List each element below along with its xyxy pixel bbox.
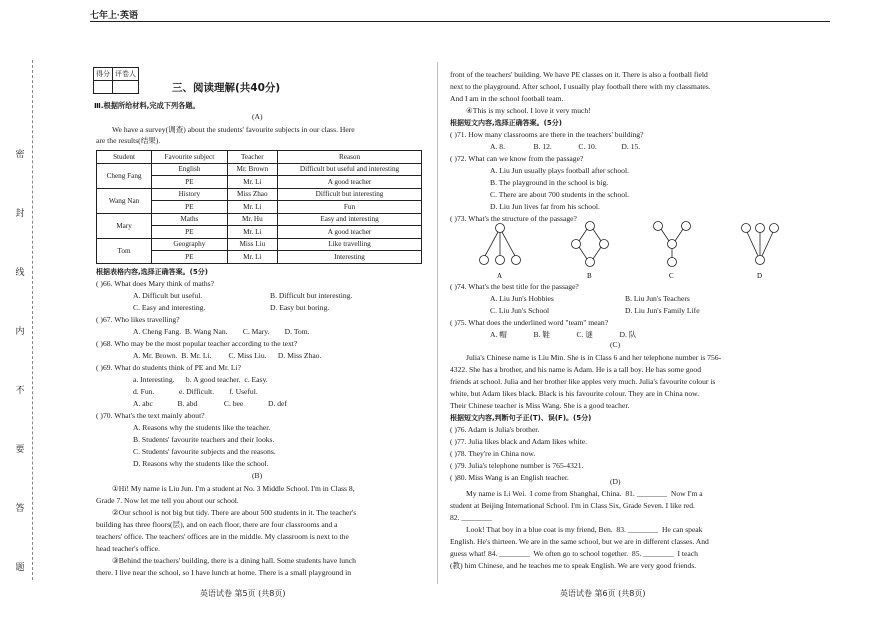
- passage-line: 82. ________: [450, 513, 492, 522]
- passage-a-intro: are the results(结果).: [96, 136, 161, 145]
- passage-line: there. I live near the school, so I have lunch at home. There is a small playground in: [96, 568, 352, 577]
- table-row: [97, 163, 422, 176]
- question-68: ( )68. Who may be the most popular teacher according to the text?: [96, 339, 298, 348]
- passage-line: friends at school. Julia and her brother like apples very much. Julia's favourite colour is: [450, 377, 716, 386]
- passage-line: ③Behind the teachers' building, there is a dining hall. Some students have lunch: [112, 556, 356, 565]
- option-b[interactable]: B. Liu Jun's Teachers: [625, 294, 690, 303]
- grader-label: 评卷人: [113, 68, 139, 81]
- options-69[interactable]: A. abc B. abd C. bee D. def: [133, 399, 287, 408]
- question-75: ( )75. What does the underlined word "team" mean?: [450, 318, 609, 327]
- student-cell: Mary: [97, 213, 152, 238]
- structure-diagrams: [470, 220, 790, 282]
- question-77[interactable]: ( )77. Julia likes black and Adam likes white.: [450, 437, 588, 446]
- passage-line: next to the playground. After school, I usually play football there with my classmates.: [450, 82, 711, 91]
- question-80[interactable]: ( )80. Miss Wang is an English teacher.: [450, 473, 569, 482]
- passage-a-intro: We have a survey(调查) about the students' favourite subjects in our class. Here: [112, 125, 355, 134]
- teacher-cell: Mr. Li: [227, 201, 277, 214]
- section-title: 三、阅读理解(共40分): [172, 82, 281, 94]
- diagram-label: C: [669, 272, 674, 280]
- passage-line: Grade 7. Now let me tell you about our school.: [96, 496, 239, 505]
- question-66: ( )66. What does Mary think of maths?: [96, 279, 214, 288]
- instruction: 根据表格内容,选择正确答案。(5分): [96, 268, 208, 276]
- passage-line: ①Hi! My name is Liu Jun. I'm a student at No. 3 Middle School. I'm in Class 8,: [112, 484, 355, 493]
- margin-word: 题: [15, 563, 25, 573]
- table-row: [97, 213, 422, 226]
- subject-cell: English: [152, 163, 228, 176]
- reason-cell: Difficult but interesting: [278, 188, 422, 201]
- diagram-b[interactable]: [572, 222, 609, 267]
- choices-69: d. Fun. e. Difficult. f. Useful.: [133, 387, 258, 396]
- binding-cut-line: [32, 60, 33, 580]
- option-b[interactable]: B. Difficult but interesting.: [270, 291, 353, 300]
- question-79[interactable]: ( )79. Julia's telephone number is 765-4321.: [450, 461, 584, 470]
- option-d[interactable]: D. Liu Jun lives far from his school.: [490, 202, 600, 211]
- question-73: ( )73. What's the structure of the passage?: [450, 214, 577, 223]
- teacher-cell: Miss Zhao: [227, 188, 277, 201]
- part-title: Ⅲ.根据所给材料,完成下列各题。: [94, 101, 200, 110]
- passage-line: And I am in the school football team.: [450, 94, 564, 103]
- passage-line: (教) him Chinese, and he teaches me to speak English. We are very good friends.: [450, 561, 697, 570]
- passage-line: head teacher's office.: [96, 544, 160, 553]
- student-cell: Tom: [97, 238, 152, 263]
- column-header: Favourite subject: [152, 151, 228, 164]
- passage-line: student at Beijing International School. I'm in Class Six, Grade Seven. I like red.: [450, 501, 695, 510]
- question-71: ( )71. How many classrooms are there in the teachers' building?: [450, 130, 644, 139]
- margin-word: 不: [15, 386, 25, 396]
- passage-line: front of the teachers' building. We have PE classes on it. There is also a football field: [450, 70, 708, 79]
- options-68[interactable]: A. Mr. Brown. B. Mr. Li. C. Miss Liu. D. Miss Zhao.: [133, 351, 322, 360]
- margin-word: 内: [15, 327, 25, 337]
- margin-word: 封: [15, 209, 25, 219]
- subject-cell: PE: [152, 201, 228, 214]
- reason-cell: Fun: [278, 201, 422, 214]
- score-cell[interactable]: [94, 81, 113, 94]
- option-c[interactable]: C. Liu Jun's School: [490, 306, 550, 315]
- diagram-d[interactable]: [742, 224, 779, 265]
- question-74: ( )74. What's the best title for the passage?: [450, 282, 579, 291]
- table-row: [97, 188, 422, 201]
- student-cell: Cheng Fang: [97, 163, 152, 188]
- passage-c-label: (C): [610, 340, 621, 349]
- passage-line: guess what! 84. ________ We often go to school together. 85. ________ I teach: [450, 549, 698, 558]
- option-a[interactable]: A. Liu Jun usually plays football after school.: [490, 166, 629, 175]
- page-footer-left: 英语试卷 第5页 (共8页): [200, 589, 286, 598]
- passage-line: Their Chinese teacher is Miss Wang. She is a good teacher.: [450, 401, 630, 410]
- score-box: [93, 67, 139, 94]
- option-c[interactable]: C. Easy and interesting.: [133, 303, 206, 312]
- passage-d-label: (D): [610, 477, 621, 486]
- options-75[interactable]: A. 帽 B. 鞋 C. 谜 D. 队: [490, 330, 637, 339]
- options-67[interactable]: A. Cheng Fang. B. Wang Nan. C. Mary. D. Tom.: [133, 327, 310, 336]
- option-c[interactable]: C. There are about 700 students in the school.: [490, 190, 630, 199]
- question-70: ( )70. What's the text mainly about?: [96, 411, 205, 420]
- passage-line: ②Our school is not big but tidy. There are about 500 students in it. The teacher's: [112, 508, 357, 517]
- diagram-a[interactable]: [480, 224, 521, 265]
- header-rule: [90, 21, 830, 22]
- passage-line: building has three floors(层), and on each floor, there are four classrooms and a: [96, 520, 338, 529]
- column-header: Student: [97, 151, 152, 164]
- instruction: 根据短文内容,选择正确答案。(5分): [450, 119, 562, 127]
- option-a[interactable]: A. Liu Jun's Hobbies: [490, 294, 554, 303]
- reason-cell: Easy and interesting: [278, 213, 422, 226]
- page-footer-right: 英语试卷 第6页 (共8页): [560, 589, 646, 598]
- choices-69: a. Interesting. b. A good teacher. c. Easy.: [133, 375, 268, 384]
- diagram-label: D: [757, 272, 763, 280]
- passage-line: 4322. She has a brother, and his name is Adam. He is a tall boy. He has some good: [450, 365, 702, 374]
- options-71[interactable]: A. 8. B. 12. C. 10. D. 15.: [490, 142, 641, 151]
- subject-cell: History: [152, 188, 228, 201]
- reason-cell: Interesting: [278, 251, 422, 264]
- option-b[interactable]: B. The playground in the school is big.: [490, 178, 609, 187]
- column-header: Teacher: [227, 151, 277, 164]
- passage-line: My name is Li Wei. I come from Shanghai, China. 81. ________ Now I'm a: [466, 489, 703, 498]
- question-67: ( )67. Who likes travelling?: [96, 315, 180, 324]
- passage-line: Look! That boy in a blue coat is my friend, Ben. 83. ________ He can speak: [466, 525, 703, 534]
- option-a[interactable]: A. Reasons why the students like the teacher.: [133, 423, 271, 432]
- teacher-cell: Mr. Li: [227, 251, 277, 264]
- teacher-cell: Miss Liu: [227, 238, 277, 251]
- subject-cell: Maths: [152, 213, 228, 226]
- reason-cell: A good teacher: [278, 176, 422, 189]
- passage-line: ④This is my school. I love it very much!: [466, 106, 591, 115]
- reason-cell: Difficult but useful and interesting: [278, 163, 422, 176]
- teacher-cell: Mr. Brown: [227, 163, 277, 176]
- diagram-c[interactable]: [654, 222, 691, 267]
- survey-table: [96, 150, 422, 264]
- score-label: 得分: [94, 68, 113, 81]
- subject-cell: PE: [152, 226, 228, 239]
- instruction: 根据短文内容,判断句子正(T)、误(F)。(5分): [450, 414, 592, 422]
- teacher-cell: Mr. Li: [227, 176, 277, 189]
- margin-word: 密: [15, 150, 25, 160]
- passage-line: teachers' office. The teachers' offices are in the middle. My classroom is next to the: [96, 532, 349, 541]
- teacher-cell: Mr. Li: [227, 226, 277, 239]
- diagram-label: B: [587, 272, 592, 280]
- grader-cell[interactable]: [113, 81, 139, 94]
- student-cell: Wang Nan: [97, 188, 152, 213]
- teacher-cell: Mr. Hu: [227, 213, 277, 226]
- margin-word: 要: [15, 445, 25, 455]
- option-b[interactable]: B. Students' favourite teachers and their looks.: [133, 435, 275, 444]
- table-row: [97, 238, 422, 251]
- passage-line: white, but Adam likes black. Black is his favourite colour. They are in China now.: [450, 389, 700, 398]
- option-d[interactable]: D. Reasons why the students like the school.: [133, 459, 269, 468]
- subject-cell: PE: [152, 251, 228, 264]
- passage-a-label: (A): [252, 112, 263, 121]
- diagram-label: A: [497, 272, 503, 280]
- table-header-row: [97, 151, 422, 164]
- option-a[interactable]: A. Difficult but useful.: [133, 291, 203, 300]
- question-78[interactable]: ( )78. They're in China now.: [450, 449, 536, 458]
- binding-margin-words: [12, 150, 28, 622]
- question-72: ( )72. What can we know from the passage?: [450, 154, 584, 163]
- column-divider: [437, 62, 438, 584]
- margin-word: 线: [15, 268, 25, 278]
- subject-cell: PE: [152, 176, 228, 189]
- question-69: ( )69. What do students think of PE and Mr. Li?: [96, 363, 241, 372]
- margin-word: 答: [15, 504, 25, 514]
- passage-line: Julia's Chinese name is Liu Min. She is in Class 6 and her telephone number is 756-: [466, 353, 722, 362]
- subject-cell: Geography: [152, 238, 228, 251]
- passage-b-label: (B): [252, 471, 263, 480]
- column-header: Reason: [278, 151, 422, 164]
- reason-cell: Like travelling: [278, 238, 422, 251]
- passage-line: English. He's thirteen. We are in the same school, but we are in different classes. And: [450, 537, 709, 546]
- reason-cell: A good teacher: [278, 226, 422, 239]
- question-76[interactable]: ( )76. Adam is Julia's brother.: [450, 425, 540, 434]
- option-d[interactable]: D. Liu Jun's Family Life: [625, 306, 700, 315]
- option-d[interactable]: D. Easy but boring.: [270, 303, 330, 312]
- grade-header: 七年上·英语: [90, 10, 138, 20]
- option-c[interactable]: C. Students' favourite subjects and the reasons.: [133, 447, 276, 456]
